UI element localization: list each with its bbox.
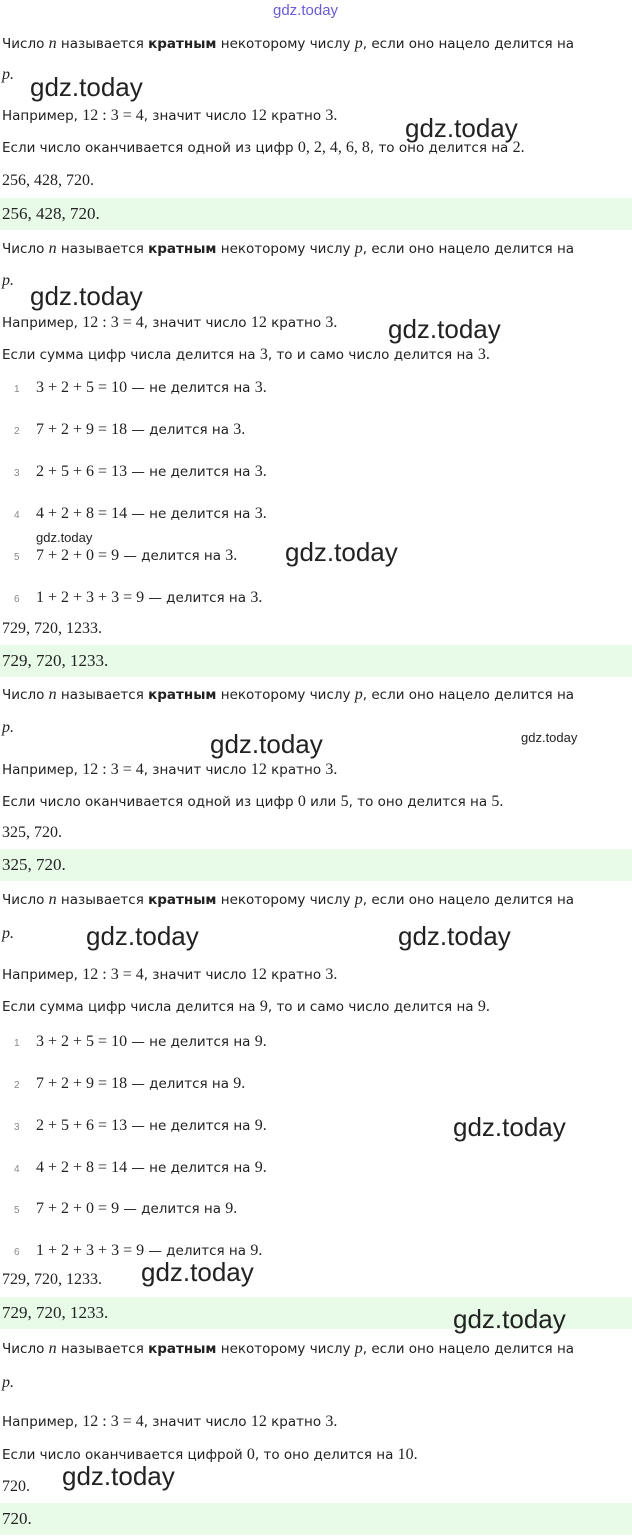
watermark: gdz.today [398, 921, 511, 951]
definition-line: Число n называется кратным некоторому числу p, если оно нацело делится на [2, 240, 575, 257]
rule-line: Если сумма цифр числа делится на 9, то и само число делится на 9. [2, 998, 490, 1015]
watermark: gdz.today [210, 729, 323, 759]
watermark: gdz.today [285, 537, 398, 567]
example-line: Например, 12 : 3 = 4, значит число 12 кратно 3. [2, 966, 338, 983]
list-item: 2 7 + 2 + 9 = 18 — делится на 3. [14, 421, 246, 438]
answer-text: 729, 720, 1233. [2, 1303, 109, 1322]
list-item: 3 2 + 5 + 6 = 13 — не делится на 3. [14, 463, 267, 480]
rule-line: Если число оканчивается одной из цифр 0, 2, 4, 6, 8, то оно делится на 2. [2, 139, 525, 156]
watermark-top: gdz.today [273, 2, 339, 19]
watermark: gdz.today [405, 113, 518, 143]
answer-text: 729, 720, 1233. [2, 651, 109, 670]
definition-p: p. [2, 925, 14, 942]
list-item: 2 7 + 2 + 9 = 18 — делится на 9. [14, 1075, 246, 1092]
example-line: Например, 12 : 3 = 4, значит число 12 кратно 3. [2, 1413, 338, 1430]
list-item: 4 4 + 2 + 8 = 14 — не делится на 3. [14, 505, 267, 522]
list-item: 3 2 + 5 + 6 = 13 — не делится на 9. [14, 1117, 267, 1134]
watermark: gdz.today [86, 921, 199, 951]
definition-p: p. [2, 272, 14, 289]
example-line: Например, 12 : 3 = 4, значит число 12 кратно 3. [2, 314, 338, 331]
watermark: gdz.today [388, 314, 501, 344]
definition-p: p. [2, 66, 14, 83]
definition-line: Число n называется кратным некоторому числу p, если оно нацело делится на [2, 1340, 575, 1357]
numbers-line: 256, 428, 720. [2, 172, 94, 189]
watermark: gdz.today [30, 281, 143, 311]
list-item: 1 3 + 2 + 5 = 10 — не делится на 9. [14, 1033, 267, 1050]
rule-line: Если число оканчивается цифрой 0, то оно делится на 10. [2, 1446, 418, 1463]
example-line: Например, 12 : 3 = 4, значит число 12 кратно 3. [2, 107, 338, 124]
answer-box [0, 198, 632, 230]
answer-text: 256, 428, 720. [2, 204, 100, 223]
watermark: gdz.today [453, 1112, 566, 1142]
answer-box [0, 1503, 632, 1535]
list-item: 1 3 + 2 + 5 = 10 — не делится на 3. [14, 379, 267, 396]
definition-line: Число n называется кратным некоторому числу p, если оно нацело делится на [2, 891, 575, 908]
watermark: gdz.today [141, 1257, 254, 1287]
definition-line: Число n называется кратным некоторому числу p, если оно нацело делится на [2, 686, 575, 703]
watermark: gdz.today [62, 1461, 175, 1491]
list-item: 4 4 + 2 + 8 = 14 — не делится на 9. [14, 1159, 267, 1176]
answer-text: 325, 720. [2, 855, 66, 874]
watermark: gdz.today [453, 1304, 566, 1334]
watermark: gdz.today [521, 730, 578, 745]
numbers-line: 729, 720, 1233. [2, 620, 102, 637]
list-item: 5 7 + 2 + 0 = 9 — делится на 3. [14, 547, 238, 564]
answer-text: 720. [2, 1509, 32, 1528]
watermark: gdz.today [30, 72, 143, 102]
numbers-line: 325, 720. [2, 824, 62, 841]
watermark: gdz.today [36, 530, 93, 545]
definition-line: Число n называется кратным некоторому числу p, если оно нацело делится на [2, 35, 575, 52]
list-item: 5 7 + 2 + 0 = 9 — делится на 9. [14, 1200, 238, 1217]
answer-box [0, 849, 632, 881]
example-line: Например, 12 : 3 = 4, значит число 12 кратно 3. [2, 761, 338, 778]
numbers-line: 720. [2, 1478, 30, 1495]
definition-p: p. [2, 1374, 14, 1391]
rule-line: Если сумма цифр числа делится на 3, то и само число делится на 3. [2, 346, 490, 363]
answer-box [0, 645, 632, 677]
numbers-line: 729, 720, 1233. [2, 1271, 102, 1288]
list-item: 6 1 + 2 + 3 + 3 = 9 — делится на 9. [14, 1242, 263, 1259]
list-item: 6 1 + 2 + 3 + 3 = 9 — делится на 3. [14, 589, 263, 606]
definition-p: p. [2, 719, 14, 736]
rule-line: Если число оканчивается одной из цифр 0 или 5, то оно делится на 5. [2, 793, 504, 810]
